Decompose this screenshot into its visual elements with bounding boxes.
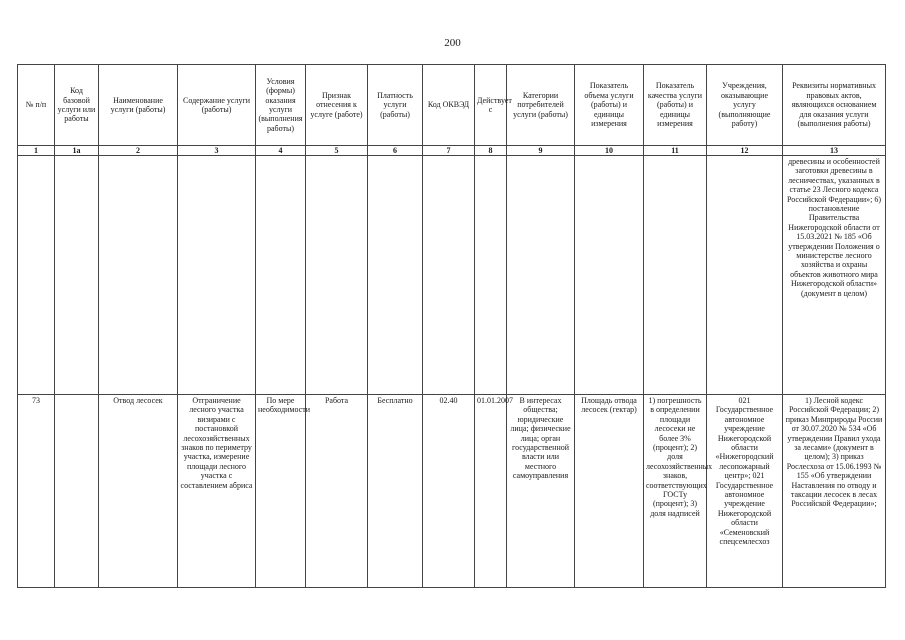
quality-indicator-cell: 1) погрешность в определении площади лесосеки не более 3% (процент); 2) доля лесохозяйственных знаков, соответствующих ГОСТу (процент); 3) доля надписей: [644, 395, 707, 588]
institutions-cell: 021 Государственное автономное учреждение Нижегородской области «Нижегородский лесопожарный центр»; 021 Государственное автономное учреждение Нижегородской области «Семеновский спецсемлесхоз: [707, 395, 783, 588]
column-number: 3: [178, 146, 256, 156]
page-number: 200: [444, 37, 461, 49]
column-number: 9: [507, 146, 575, 156]
column-number: 4: [256, 146, 306, 156]
column-number: 1: [18, 146, 55, 156]
table-cell: [55, 156, 99, 395]
table-row-continuation: [18, 156, 886, 395]
attribute-cell: Работа: [306, 395, 368, 588]
column-number: 8: [475, 146, 507, 156]
table-cell: [18, 156, 55, 395]
table-cell: [256, 156, 306, 395]
header-cell: Платность услуги (работы): [368, 65, 423, 146]
header-cell: Показатель качества услуги (работы) и единицы измерения: [644, 65, 707, 146]
table-cell: [423, 156, 475, 395]
header-cell: Категории потребителей услуги (работы): [507, 65, 575, 146]
header-cell: Показатель объема услуги (работы) и единицы измерения: [575, 65, 644, 146]
consumers-cell: В интересах общества; юридические лица; физические лица; орган государственной власти или местного самоуправления: [507, 395, 575, 588]
header-cell: Признак отнесения к услуге (работе): [306, 65, 368, 146]
services-registry-table: [17, 64, 886, 588]
header-cell: Код ОКВЭД: [423, 65, 475, 146]
conditions-cell: По мере необходимости: [256, 395, 306, 588]
legal-acts-cell: 1) Лесной кодекс Российской Федерации; 2) приказ Минприроды России от 30.07.2020 № 534 «Об утверждении Правил ухода за лесами» (документ в целом); 3) приказ Рослесхоза от 15.06.1993 № 155 «Об утверждении Наставления по отводу и таксации лесосек в лесах Российской Федерации»;: [783, 395, 886, 588]
header-cell: Условия (формы) оказания услуги (выполнения работы): [256, 65, 306, 146]
column-number: 12: [707, 146, 783, 156]
table-cell: [575, 156, 644, 395]
header-cell: Код базовой услуги или работы: [55, 65, 99, 146]
column-number: 6: [368, 146, 423, 156]
header-cell: № п/п: [18, 65, 55, 146]
table-cell: [707, 156, 783, 395]
service-content-cell: Отграничение лесного участка визирами с постановкой лесохозяйственных знаков по периметру участка, измерение площади лесного участка с составлением абриса: [178, 395, 256, 588]
valid-from-cell: 01.01.2007: [475, 395, 507, 588]
service-name-cell: Отвод лесосек: [99, 395, 178, 588]
table-cell: [507, 156, 575, 395]
header-cell: Действует с: [475, 65, 507, 146]
column-number-row: [18, 146, 886, 156]
column-number: 5: [306, 146, 368, 156]
column-number: 11: [644, 146, 707, 156]
column-number: 13: [783, 146, 886, 156]
payment-cell: Бесплатно: [368, 395, 423, 588]
column-number: 10: [575, 146, 644, 156]
header-cell: Наименование услуги (работы): [99, 65, 178, 146]
table-cell: [644, 156, 707, 395]
header-row: [18, 65, 886, 146]
table-row: [18, 395, 886, 588]
header-cell: Содержание услуги (работы): [178, 65, 256, 146]
okved-cell: 02.40: [423, 395, 475, 588]
legal-acts-cell: древесины и особенностей заготовки древесины в лесничествах, указанных в статье 23 Лесного кодекса Российской Федерации»; 6) постановление Правительства Нижегородской области от 15.03.2021 № 185 «Об утверждении Положения о министерстве лесного хозяйства и охраны объектов животного мира Нижегородской области» (документ в целом): [783, 156, 886, 395]
volume-indicator-cell: Площадь отвода лесосек (гектар): [575, 395, 644, 588]
header-cell: Реквизиты нормативных правовых актов, являющихся основанием для оказания услуги (выполнения работы): [783, 65, 886, 146]
table-cell: [99, 156, 178, 395]
column-number: 7: [423, 146, 475, 156]
base-code-cell: [55, 395, 99, 588]
table-cell: [306, 156, 368, 395]
table-cell: [178, 156, 256, 395]
table-cell: [475, 156, 507, 395]
column-number: 2: [99, 146, 178, 156]
column-number: 1а: [55, 146, 99, 156]
row-number: 73: [18, 395, 55, 588]
table-cell: [368, 156, 423, 395]
header-cell: Учреждения, оказывающие услугу (выполняющие работу): [707, 65, 783, 146]
